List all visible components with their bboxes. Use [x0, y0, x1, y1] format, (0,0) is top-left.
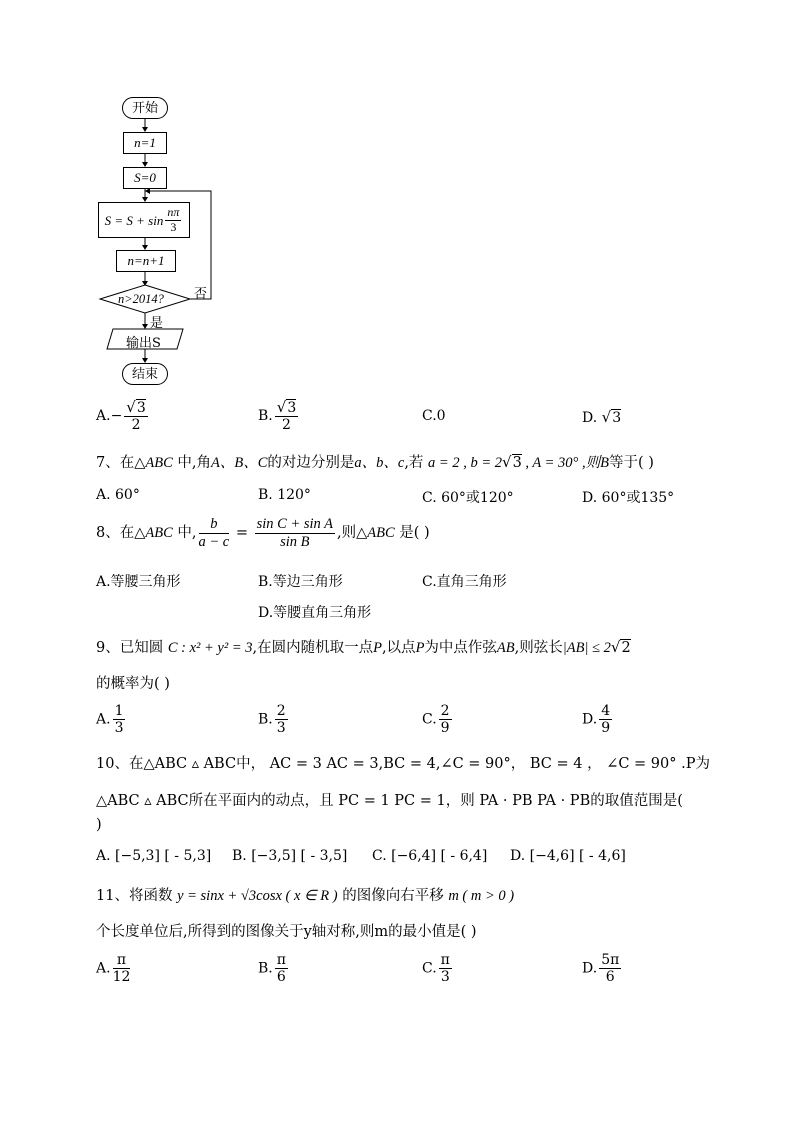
start-terminal [122, 97, 168, 119]
flowchart-connectors [0, 0, 794, 400]
q7-stem-7: a = 2 , b = 2 [428, 455, 502, 471]
q9-b-prefix: B. [258, 711, 273, 728]
q10-option-c: C. [−6,4] [ - 6,4] [372, 848, 488, 864]
q9-b-num: 2 [276, 703, 286, 719]
q11-d-prefix: D. [582, 960, 598, 977]
update-s-prefix: S = S + sin [104, 212, 164, 228]
q11-d-num: 5π [601, 952, 620, 968]
q8-option-d: D.等腰直角三角形 [258, 605, 372, 621]
q11-func: y = sinx + √3cosx ( x ∈ R ) [177, 888, 338, 904]
q9-stem-line2: 的概率为( ) [96, 676, 170, 692]
q6-b-num: 3 [287, 400, 297, 416]
q7-stem-11: 等于( ) [608, 455, 654, 471]
q9-p2: P [415, 640, 425, 656]
q11-c-prefix: C. [422, 960, 437, 977]
q8-option-a: A.等腰三角形 [96, 574, 181, 590]
q11-shift: m ( m > 0 ) [448, 888, 515, 904]
q7-stem-1: 7、在△ [96, 455, 146, 471]
q8-option-c: C.直角三角形 [422, 574, 507, 590]
condition-label: n>2014? [118, 292, 164, 306]
init-n-box [123, 132, 167, 154]
q7-option-b: B. 120° [258, 487, 311, 503]
q9-stem-2: ,在圆内随机取一点 [252, 640, 374, 656]
q8-f1-num: b [199, 516, 230, 534]
output-label: 输出S [126, 336, 161, 351]
q6-a-prefix: A. [96, 408, 111, 425]
q9-a-den: 3 [114, 720, 124, 737]
q11-b-den: 6 [276, 969, 286, 986]
q9-stem-5: ,则弦长 [514, 640, 563, 656]
q8-stem-1: 8、在△ [96, 525, 146, 542]
q11-stem-line2: 个长度单位后,所得到的图像关于y轴对称,则m的最小值是( ) [96, 924, 477, 940]
q9-ineq: |AB| ≤ 2 [562, 640, 611, 656]
q7-stem-8: 3 [512, 455, 522, 471]
no-label: 否 [194, 287, 208, 302]
q9-c-prefix: C. [422, 711, 437, 728]
q7-stem-2: 中,角 [172, 455, 211, 471]
q7-stem-6: ,若 [404, 455, 429, 471]
start-label: 开始 [131, 100, 158, 115]
q8-stem-2: 中, [172, 525, 197, 542]
update-s-box [98, 202, 190, 238]
update-s-num: nπ [167, 204, 180, 219]
q6-a-den: 2 [131, 417, 141, 434]
end-terminal [122, 363, 168, 385]
update-s-fraction [165, 206, 181, 235]
q11-stem-1: 11、将函数 [96, 888, 178, 904]
q6-option-c: C.0 [422, 408, 446, 424]
init-n-label: n=1 [134, 135, 156, 150]
q6-a-num: 3 [136, 400, 146, 416]
q8-stem-abc2: ABC [367, 525, 395, 542]
q11-option-a [96, 952, 132, 985]
q8-f2-num: sin C + sin A [256, 516, 334, 532]
q10-stem-line1: 10、在△ABC ▵ ABC中， AC = 3 AC = 3,BC = 4,∠C = 90°， BC = 4 ， ∠C = 90° .P为 [96, 756, 710, 772]
q8-stem-3: ,则△ [337, 525, 368, 542]
q7-option-a: A. 60° [96, 487, 140, 503]
q7-stem-9: , A = 30° ,则 [521, 455, 601, 471]
q9-option-c [422, 703, 454, 736]
q9-c-den: 9 [440, 720, 450, 737]
q9-d-den: 9 [601, 720, 611, 737]
q6-option-a: A.− $\frac{√3}{2}$ [96, 398, 146, 434]
incr-n-box [116, 250, 176, 272]
q8-eq: = [231, 525, 253, 542]
q11-option-b [258, 952, 290, 985]
q11-option-c [422, 952, 454, 985]
q6-option-b: B. $\frac{√3}{2}$ [258, 398, 297, 434]
q10-stem-line3: ) [96, 817, 102, 833]
q11-b-prefix: B. [258, 960, 273, 977]
q11-d-den: 6 [605, 969, 615, 986]
q8-f1-den: a − c [198, 533, 230, 550]
q7-stem-3: A、B、C [211, 455, 268, 471]
q6-d-rad: 3 [612, 410, 622, 426]
q6-b-prefix: B. [258, 408, 273, 425]
yes-label: 是 [150, 316, 164, 331]
q6-option-d: D. √3 [582, 408, 622, 426]
q8-stem [96, 516, 430, 550]
q8-stem-abc: ABC [145, 525, 173, 542]
q9-ab: AB [496, 640, 515, 656]
q9-stem-1: 9、已知圆 [96, 640, 168, 656]
q9-option-a [96, 703, 127, 736]
q6-d-prefix: D. [582, 410, 598, 426]
q11-c-num: π [440, 952, 450, 968]
q9-d-num: 4 [601, 703, 611, 719]
q7-stem-10: B [600, 455, 609, 471]
q9-p: P [373, 640, 382, 656]
q11-b-num: π [276, 952, 286, 968]
q9-option-d [582, 703, 614, 736]
q10-option-a: A. [−5,3] [ - 5,3] [96, 848, 212, 864]
q6-a-sign: − [110, 408, 123, 425]
incr-n-label: n=n+1 [127, 253, 165, 268]
q7-stem-5: a、b、c [354, 455, 405, 471]
update-s-den: 3 [170, 219, 177, 234]
q9-stem: 9、已知圆 C : x² + y² = 3,在圆内随机取一点P,以点P为中点作弦AB,则弦长|AB| ≤ 2√2 [96, 638, 631, 656]
q9-ineq-rad: 2 [621, 640, 631, 656]
q9-a-prefix: A. [96, 711, 111, 728]
q8-f2-den: sin B [280, 533, 310, 550]
q7-stem-4: 的对边分别是 [267, 455, 355, 471]
q8-stem-4: 是( ) [394, 525, 430, 542]
q10-option-b: B. [−3,5] [ - 3,5] [232, 848, 348, 864]
init-s-box [123, 167, 167, 189]
q7-option-d: D. 60°或135° [582, 490, 675, 506]
q9-c-num: 2 [440, 703, 450, 719]
q7-option-c: C. 60°或120° [422, 490, 514, 506]
q11-stem [96, 884, 514, 905]
q11-a-num: π [113, 952, 131, 969]
q9-a-num: 1 [114, 703, 124, 719]
q9-d-prefix: D. [582, 711, 598, 728]
q10-option-d: D. [−4,6] [ - 4,6] [510, 848, 626, 864]
q6-b-den: 2 [282, 417, 291, 434]
init-s-label: S=0 [134, 170, 156, 185]
q9-option-b [258, 703, 290, 736]
q7-stem: 7、在△ABC 中,角A、B、C的对边分别是a、b、c,若 a = 2 , b = 2√3 , A = 30° ,则B等于( ) [96, 453, 654, 471]
q10-stem-line2: △ABC ▵ ABC所在平面内的动点，且 PC = 1 PC = 1，则 PA · PB PA · PB的取值范围是( [96, 793, 683, 809]
q9-circle: C : x² + y² = 3 [167, 640, 253, 656]
q9-stem-4: 为中点作弦 [424, 640, 497, 656]
q7-stem-abc: ABC [145, 455, 173, 471]
q8-option-b: B.等边三角形 [258, 574, 343, 590]
end-label: 结束 [131, 366, 158, 381]
q11-stem-2: 的图像向右平移 [337, 888, 449, 904]
q11-c-den: 3 [440, 969, 450, 986]
q11-option-d [582, 952, 623, 985]
q9-stem-3: ,以点 [381, 640, 416, 656]
q11-a-den: 12 [112, 969, 131, 986]
q9-b-den: 3 [276, 720, 286, 737]
q11-a-prefix: A. [96, 960, 111, 977]
